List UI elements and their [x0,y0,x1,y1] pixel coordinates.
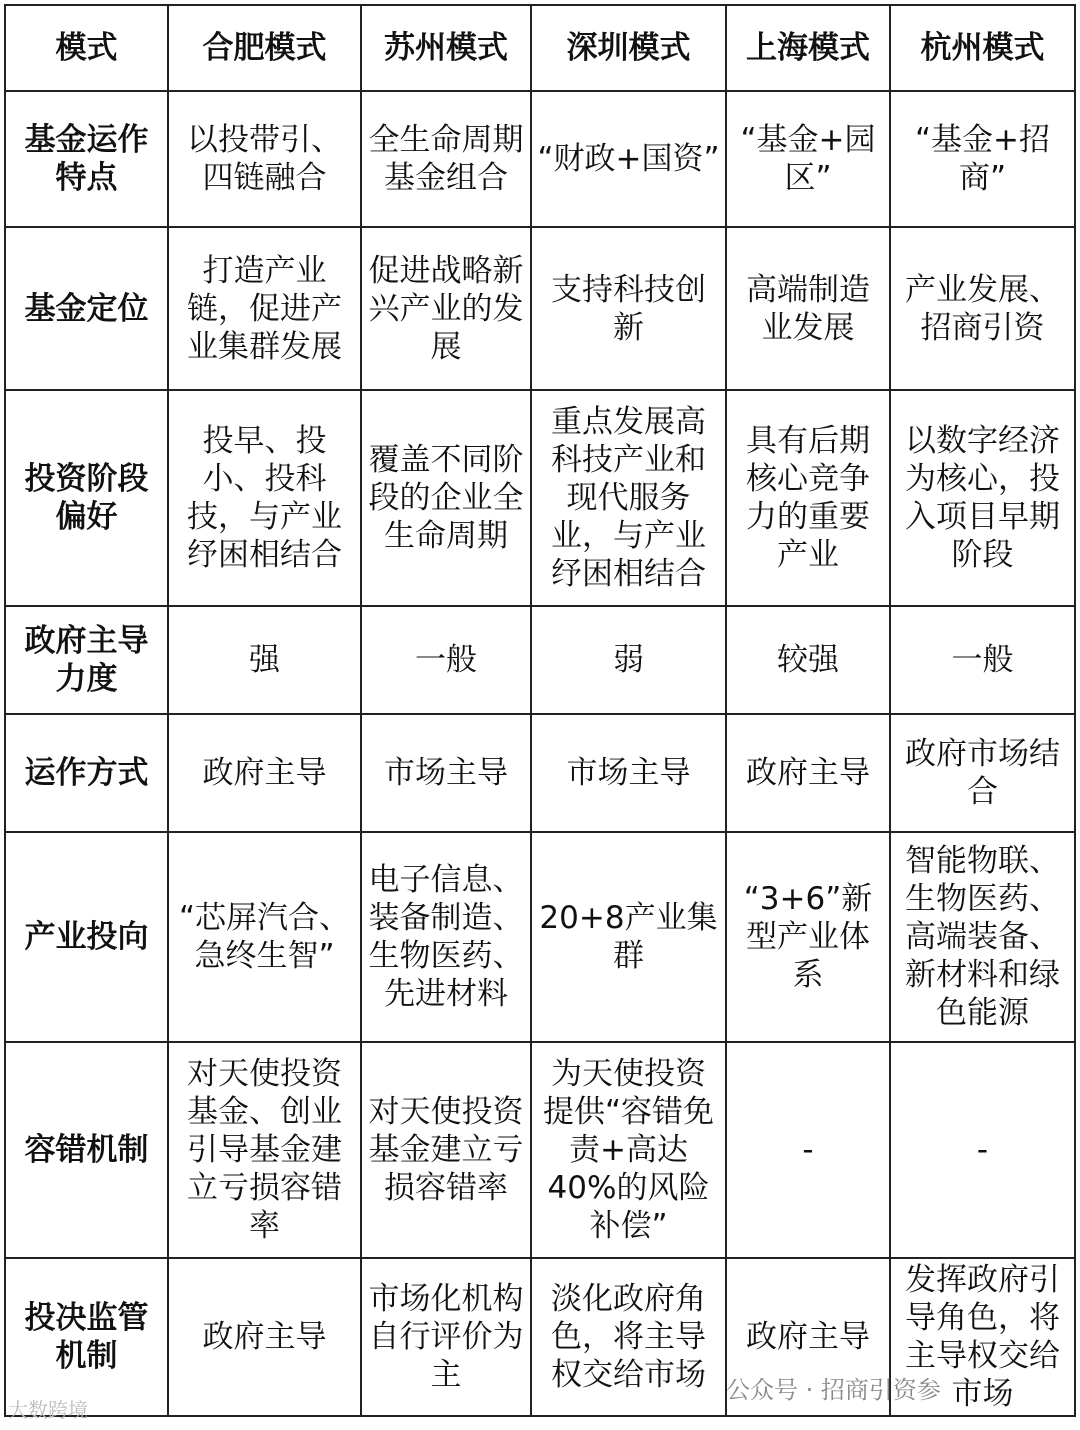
table-cell: 高端制造业发展 [726,227,890,390]
header-shenzhen: 深圳模式 [531,5,726,91]
row-label: 投决监管机制 [5,1258,168,1416]
table-cell: 市场主导 [361,714,531,832]
row-label: 政府主导力度 [5,606,168,714]
table-cell: 政府主导 [168,714,361,832]
table-cell: 市场化机构自行评价为主 [361,1258,531,1416]
row-label: 容错机制 [5,1042,168,1258]
row-label: 运作方式 [5,714,168,832]
row-label: 产业投向 [5,832,168,1042]
header-hefei: 合肥模式 [168,5,361,91]
comparison-table [4,4,1076,1417]
table-row [5,390,1075,606]
header-row [5,5,1075,91]
table-row [5,714,1075,832]
table-cell: 以数字经济为核心，投入项目早期阶段 [890,390,1075,606]
table-cell: 智能物联、生物医药、高端装备、新材料和绿色能源 [890,832,1075,1042]
table-cell: 政府市场结合 [890,714,1075,832]
table-cell: 市场主导 [531,714,726,832]
table-row [5,1042,1075,1258]
table-cell: “基金+招商” [890,91,1075,227]
table-cell: 政府主导 [726,714,890,832]
table-row [5,227,1075,390]
watermark-left: 大数跨境 [8,1398,88,1422]
header-hangzhou: 杭州模式 [890,5,1075,91]
table-row [5,606,1075,714]
table-cell: 投早、投小、投科技，与产业纾困相结合 [168,390,361,606]
table-cell: 发挥政府引导角色，将主导权交给市场 [890,1258,1075,1416]
table-cell: 政府主导 [726,1258,890,1416]
table-cell: - [890,1042,1075,1258]
row-label: 基金运作特点 [5,91,168,227]
table-cell: - [726,1042,890,1258]
table-cell: 以投带引、四链融合 [168,91,361,227]
table-row [5,832,1075,1042]
header-suzhou: 苏州模式 [361,5,531,91]
row-label: 基金定位 [5,227,168,390]
row-label: 投资阶段偏好 [5,390,168,606]
table-cell: 促进战略新兴产业的发展 [361,227,531,390]
table-cell: “财政+国资” [531,91,726,227]
table-cell: 政府主导 [168,1258,361,1416]
table-cell: 电子信息、装备制造、生物医药、先进材料 [361,832,531,1042]
table-cell: 支持科技创新 [531,227,726,390]
table-cell: 较强 [726,606,890,714]
table-row [5,91,1075,227]
table-cell: 打造产业链，促进产业集群发展 [168,227,361,390]
table-cell: “3+6”新型产业体系 [726,832,890,1042]
table-cell: 一般 [361,606,531,714]
table-cell: 产业发展、招商引资 [890,227,1075,390]
table-cell: 具有后期核心竞争力的重要产业 [726,390,890,606]
table-cell: 覆盖不同阶段的企业全生命周期 [361,390,531,606]
table-cell: 全生命周期基金组合 [361,91,531,227]
table-cell: 重点发展高科技产业和现代服务业，与产业纾困相结合 [531,390,726,606]
table-cell: 20+8产业集群 [531,832,726,1042]
table-cell: 弱 [531,606,726,714]
watermark-right: 公众号 · 招商引资参 [726,1376,941,1404]
table-cell: 对天使投资基金、创业引导基金建立亏损容错率 [168,1042,361,1258]
table-cell: 淡化政府角色，将主导权交给市场 [531,1258,726,1416]
header-shanghai: 上海模式 [726,5,890,91]
table-cell: “基金+园区” [726,91,890,227]
table-cell: 一般 [890,606,1075,714]
table-cell: 为天使投资提供“容错免责+高达40%的风险补偿” [531,1042,726,1258]
table-cell: “芯屏汽合、急终生智” [168,832,361,1042]
header-mode: 模式 [5,5,168,91]
table-cell: 强 [168,606,361,714]
table-cell: 对天使投资基金建立亏损容错率 [361,1042,531,1258]
